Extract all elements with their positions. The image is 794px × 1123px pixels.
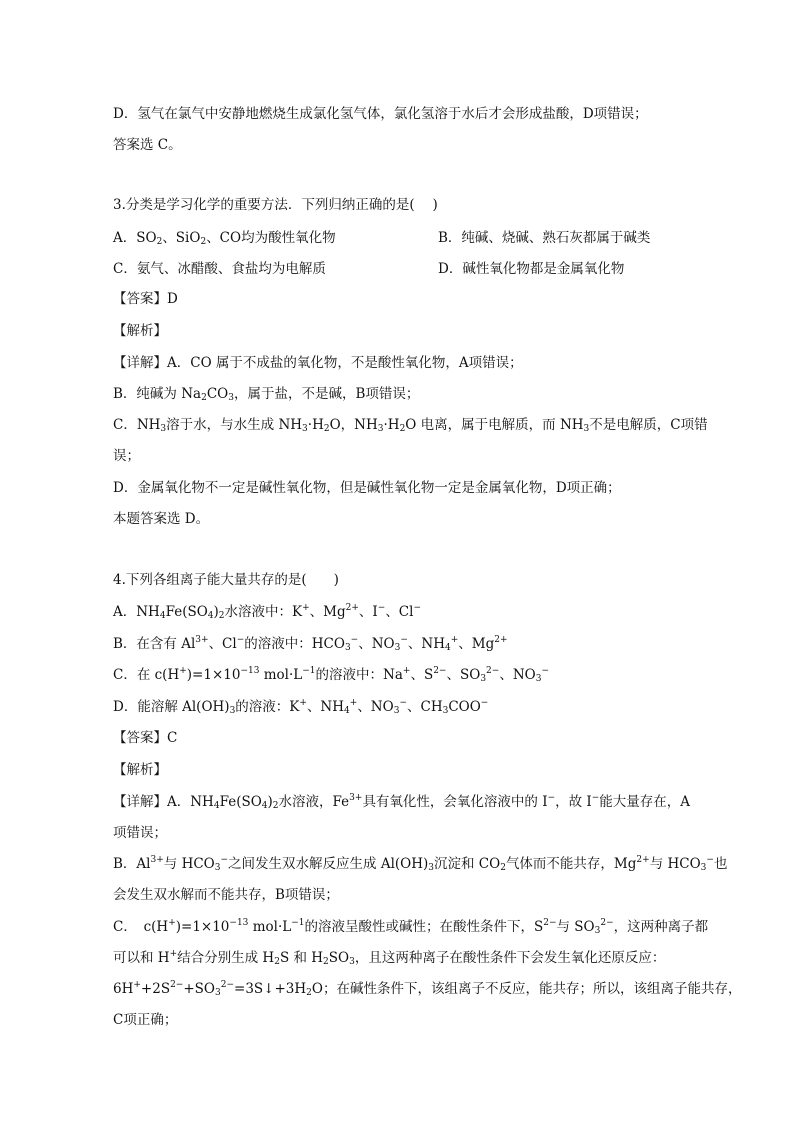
q3-detail-a: 【详解】A．CO 属于不成盐的氧化物，不是酸性氧化物，A项错误； xyxy=(113,355,523,371)
q4-option-b: B．在含有 $Al^{3+}$、Cl−的溶液中：$HCO_3^-$、$NO_3^-$、$NH_4^+$、$Mg^{2+}$ xyxy=(113,635,508,653)
q4-stem: 4.下列各组离子能大量共存的是( ) xyxy=(113,572,339,588)
q3-analysis-heading: 【解析】 xyxy=(113,323,167,339)
q4-detail-b: B．$Al^{3+}$与 $HCO_3^-$之间发生双水解反应生成 $Al(OH)_3$沉淀和 $CO_2$气体而不能共存，$Mg^{2+}$与 $HCO_3^-$也 xyxy=(113,855,728,873)
q3-detail-c: C．$NH_3$溶于水，与水生成 $NH_3\cdot H_2O$，$NH_3\cdot H_2O$ 电离，属于电解质，而 $NH_3$不是电解质，C项错 xyxy=(113,417,708,434)
q3-detail-c-continued: 误； xyxy=(113,448,140,464)
q3-detail-b: B．纯碱为 $Na_2CO_3$，属于盐，不是碱，B项错误； xyxy=(113,386,420,403)
q4-answer: 【答案】C xyxy=(113,730,178,746)
q4-option-a: A．$NH_4Fe(SO_4)_2$水溶液中：K+、$Mg^{2+}$、I−、Cl− xyxy=(113,603,422,621)
prev-option-d-explanation: D．氢气在氯气中安静地燃烧生成氯化氢气体，氯化氢溶于水后才会形成盐酸，D项错误； xyxy=(113,106,648,122)
q3-option-c: C．氨气、冰醋酸、食盐均为电解质 xyxy=(113,261,326,277)
q4-detail-a-continued: 项错误； xyxy=(113,825,167,841)
q4-detail-c-line3: $6H^++2S^{2-}+SO_3^{2-}=3S↓+3H_2O$；在碱性条件下，该组离子不反应，能共存；所以，该组离子能共存， xyxy=(113,980,742,998)
q4-detail-c-line2: 可以和 H+结合分别生成 $H_2S$ 和 $H_2SO_3$，且这两种离子在酸性条件下会发生氧化还原反应： xyxy=(113,949,666,967)
q3-stem: 3.分类是学习化学的重要方法．下列归纳正确的是( ) xyxy=(113,197,438,213)
q3-final-answer: 本题答案选 D。 xyxy=(113,511,210,527)
q4-detail-b-continued: 会发生双水解而不能共存，B项错误； xyxy=(113,887,339,903)
q3-answer: 【答案】D xyxy=(113,291,178,307)
q4-analysis-heading: 【解析】 xyxy=(113,762,167,778)
q4-option-d: D．能溶解 $Al(OH)_3$的溶液：K+、$NH_4^+$、$NO_3^-$、$CH_3COO^-$ xyxy=(113,698,489,716)
q4-detail-c-line1: C． $c(H^+)=1\times 10^{-13}$ $mol\cdot L^{-1}$的溶液呈酸性或碱性；在酸性条件下，$S^{2-}$与 $SO_3^{2-}$，这两种离子都 xyxy=(113,918,709,936)
q3-option-b: B．纯碱、烧碱、熟石灰都属于碱类 xyxy=(438,230,651,246)
prev-answer-line: 答案选 C。 xyxy=(113,137,182,153)
q4-detail-c-line4: C项正确； xyxy=(113,1012,178,1028)
q3-option-a: A．$SO_2$、SiO$_2$、CO均为酸性氧化物 xyxy=(113,230,336,247)
q4-detail-a: 【详解】A．$NH_4Fe(SO_4)_2$水溶液，$Fe^{3+}$具有氧化性，会氧化溶液中的 I−，故 I−能大量存在，A xyxy=(113,793,691,811)
q4-option-c: C．在 $c(H^+)=1\times 10^{-13}$ $mol\cdot L^{-1}$的溶液中：Na+、$S^{2-}$、$SO_3^{2-}$、$NO_3^-$ xyxy=(113,666,549,684)
q3-option-d: D．碱性氧化物都是金属氧化物 xyxy=(438,261,625,277)
q3-detail-d: D．金属氧化物不一定是碱性氧化物，但是碱性氧化物一定是金属氧化物，D项正确； xyxy=(113,480,621,496)
